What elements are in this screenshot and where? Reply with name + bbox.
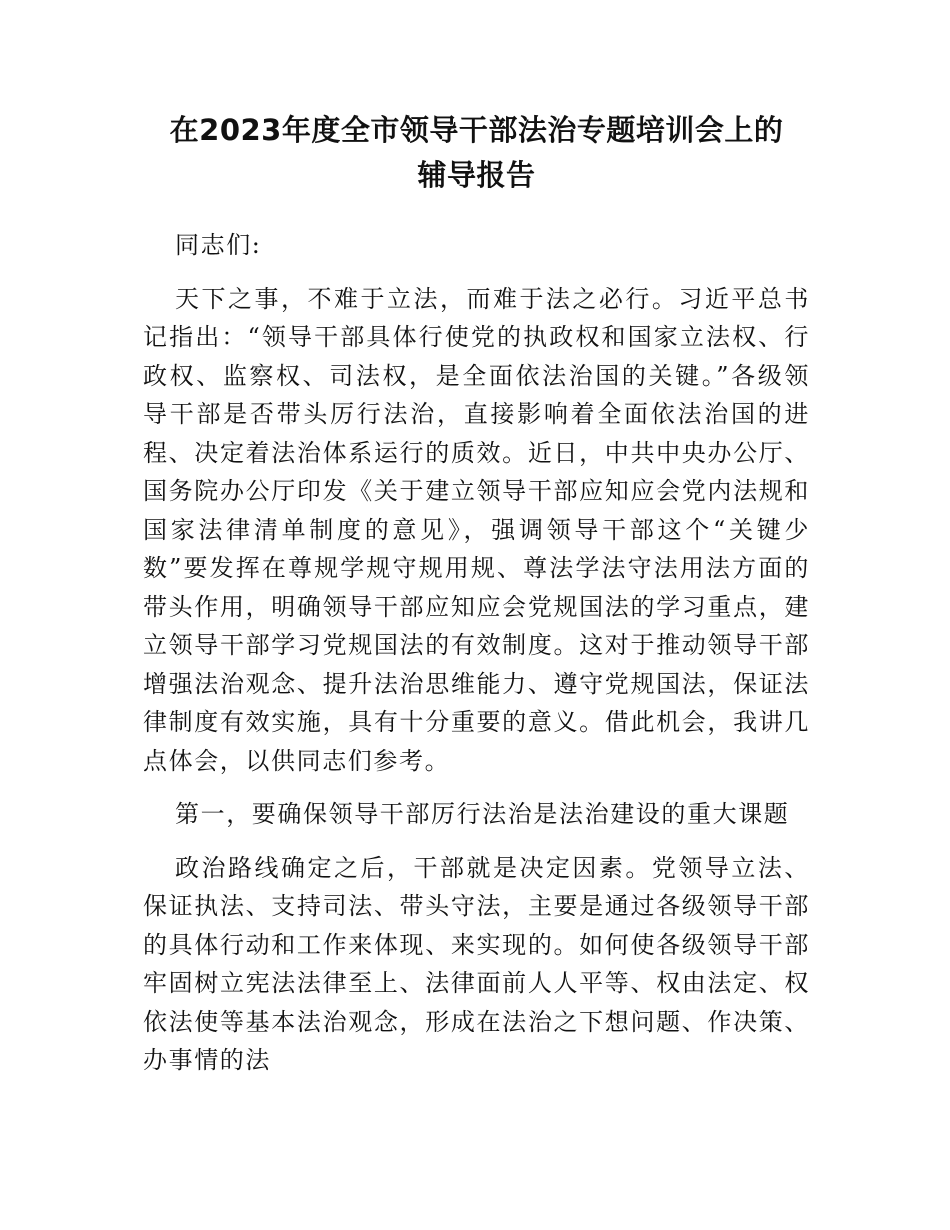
- section-paragraph: 政治路线确定之后，干部就是决定因素。党领导立法、保证执法、支持司法、带头守法，主要是通过各级领导干部的具体行动和工作来体现、来实现的。如何使各级领导干部牢固树立宪法法律至上、法律面前人人平等、权由法定、权依法使等基本法治观念，形成在法治之下想问题、作决策、办事情的法: [143, 853, 810, 1074]
- salutation: 同志们:: [175, 231, 262, 259]
- section-heading: 第一，要确保领导干部厉行法治是法治建设的重大课题: [175, 800, 790, 828]
- title-line-1: 在2023年度全市领导干部法治专题培训会上的: [169, 113, 784, 147]
- title-line-2: 辅导报告: [417, 158, 536, 192]
- document-title: [143, 108, 810, 198]
- intro-paragraph: 天下之事，不难于立法，而难于法之必行。习近平总书记指出：“领导干部具体行使党的执政权和国家立法权、行政权、监察权、司法权，是全面依法治国的关键。”各级领导干部是否带头厉行法治，直接影响着全面依法治国的进程、决定着法治体系运行的质效。近日，中共中央办公厅、国务院办公厅印发《关于建立领导干部应知应会党内法规和国家法律清单制度的意见》，强调领导干部这个“关键少数”要发挥在尊规学规守规用规、尊法学法守法用法方面的带头作用，明确领导干部应知应会党规国法的学习重点，建立领导干部学习党规国法的有效制度。这对于推动领导干部增强法治观念、提升法治思维能力、遵守党规国法，保证法律制度有效实施，具有十分重要的意义。借此机会，我讲几点体会，以供同志们参考。: [143, 284, 810, 775]
- document-page: [143, 108, 810, 1080]
